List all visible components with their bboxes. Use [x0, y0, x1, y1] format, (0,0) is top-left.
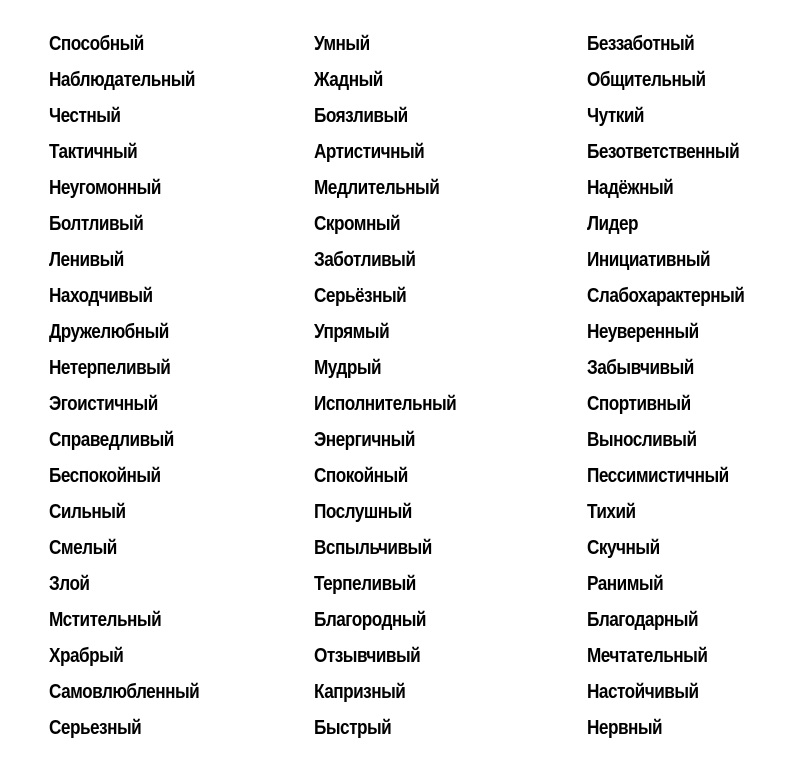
word-item: Злой — [49, 573, 90, 595]
word-item: Тактичный — [49, 141, 138, 163]
word-item: Дружелюбный — [49, 321, 169, 343]
word-column-1 — [49, 26, 224, 746]
word-item: Упрямый — [314, 321, 390, 343]
word-item: Неугомонный — [49, 177, 161, 199]
word-item: Беспокойный — [49, 465, 161, 487]
word-item: Безответственный — [587, 141, 740, 163]
word-item: Ленивый — [49, 249, 124, 271]
word-item: Исполнительный — [314, 393, 457, 415]
word-item: Капризный — [314, 681, 406, 703]
word-item: Справедливый — [49, 429, 174, 451]
word-item: Находчивый — [49, 285, 153, 307]
word-column-3 — [587, 26, 770, 746]
word-item: Чуткий — [587, 105, 644, 127]
word-item: Серьезный — [49, 717, 142, 739]
word-item: Пессимистичный — [587, 465, 729, 487]
word-item: Быстрый — [314, 717, 392, 739]
word-item: Артистичный — [314, 141, 425, 163]
word-item: Мечтательный — [587, 645, 708, 667]
word-item: Настойчивый — [587, 681, 699, 703]
word-item: Благородный — [314, 609, 426, 631]
word-item: Смелый — [49, 537, 117, 559]
word-item: Благодарный — [587, 609, 699, 631]
word-item: Вспыльчивый — [314, 537, 432, 559]
word-item: Инициативный — [587, 249, 711, 271]
word-item: Мудрый — [314, 357, 382, 379]
word-item: Тихий — [587, 501, 636, 523]
word-item: Послушный — [314, 501, 412, 523]
word-item: Умный — [314, 33, 370, 55]
word-item: Сильный — [49, 501, 126, 523]
word-item: Скромный — [314, 213, 401, 235]
word-item: Заботливый — [314, 249, 416, 271]
word-item: Спортивный — [587, 393, 691, 415]
word-item: Общительный — [587, 69, 706, 91]
word-item: Способный — [49, 33, 144, 55]
word-item: Терпеливый — [314, 573, 416, 595]
word-item: Наблюдательный — [49, 69, 195, 91]
word-item: Медлительный — [314, 177, 440, 199]
word-item: Энергичный — [314, 429, 415, 451]
word-item: Отзывчивый — [314, 645, 421, 667]
word-item: Неуверенный — [587, 321, 699, 343]
word-item: Серьёзный — [314, 285, 407, 307]
word-item: Честный — [49, 105, 121, 127]
word-item: Болтливый — [49, 213, 144, 235]
word-item: Слабохарактерный — [587, 285, 745, 307]
word-item: Нервный — [587, 717, 663, 739]
word-item: Забывчивый — [587, 357, 694, 379]
word-item: Жадный — [314, 69, 383, 91]
word-item: Выносливый — [587, 429, 697, 451]
word-item: Ранимый — [587, 573, 664, 595]
word-item: Храбрый — [49, 645, 124, 667]
word-item: Мстительный — [49, 609, 162, 631]
word-item: Надёжный — [587, 177, 674, 199]
word-item: Нетерпеливый — [49, 357, 171, 379]
word-item: Скучный — [587, 537, 660, 559]
word-item: Лидер — [587, 213, 639, 235]
word-item: Эгоистичный — [49, 393, 158, 415]
word-column-2 — [314, 26, 479, 746]
word-item: Беззаботный — [587, 33, 695, 55]
word-item: Спокойный — [314, 465, 408, 487]
word-item: Самовлюбленный — [49, 681, 200, 703]
word-item: Боязливый — [314, 105, 408, 127]
